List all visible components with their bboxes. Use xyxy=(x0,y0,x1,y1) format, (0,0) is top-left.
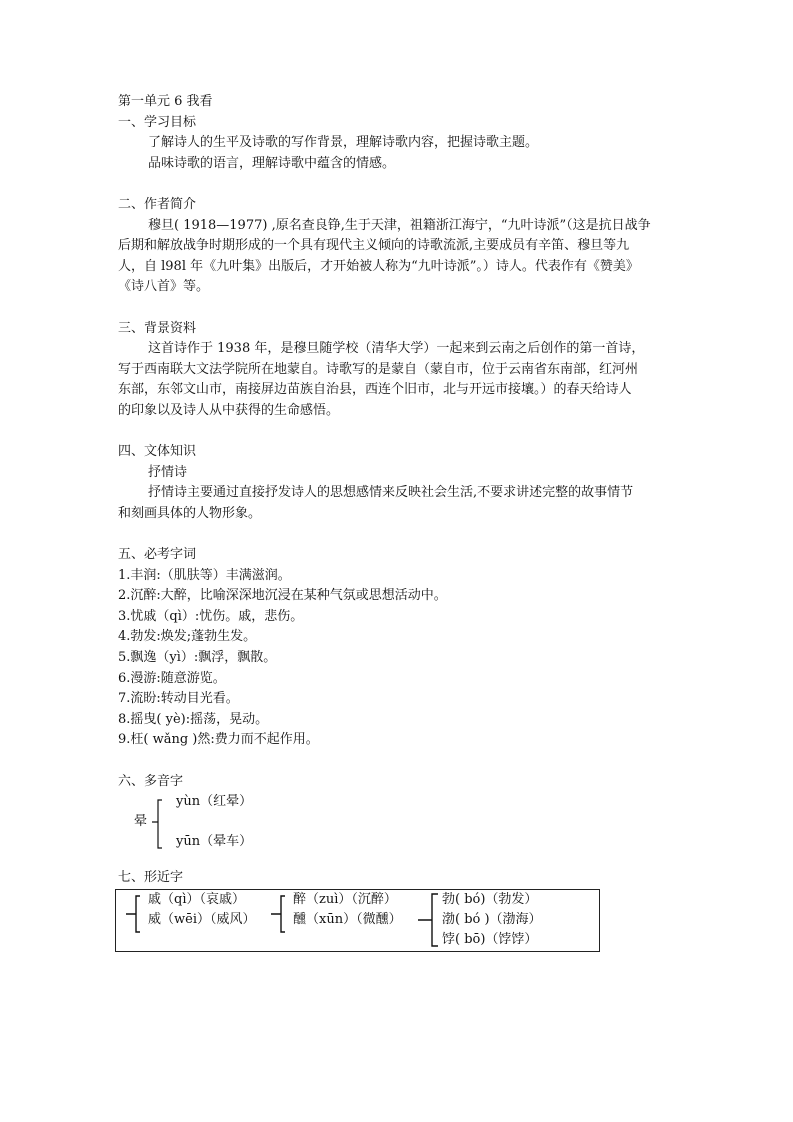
genre-para-line: 和刻画具体的人物形象。 xyxy=(118,505,262,521)
author-para-line: 人，自 l98l 年《九叶集》出版后，才开始被人称为“九叶诗派”。）诗人。代表作有《赞美》 xyxy=(118,258,639,274)
char-group-1 xyxy=(124,890,284,950)
char-group-3 xyxy=(416,890,596,952)
genre-name: 抒情诗 xyxy=(148,464,188,480)
reading-2: yūn（晕车） xyxy=(176,834,253,850)
vocab-item: 6.漫游:随意游览。 xyxy=(118,670,226,686)
objective-line: 了解诗人的生平及诗歌的写作背景，理解诗歌内容，把握诗歌主题。 xyxy=(148,135,539,151)
similar-char: 饽( bō)（饽饽） xyxy=(442,931,538,947)
vocab-item: 8.摇曳( yè):摇荡，晃动。 xyxy=(118,711,269,727)
background-para-line: 这首诗作于 1938 年，是穆旦随学校（清华大学）一起来到云南之后创作的第一首诗， xyxy=(148,341,645,357)
similar-char: 戚（qì）（哀戚） xyxy=(148,891,245,907)
vocab-item: 3.忧戚（qì）:忧伤。戚，悲伤。 xyxy=(118,608,304,624)
genre-para-line: 抒情诗主要通过直接抒发诗人的思想感情来反映社会生活,不要求讲述完整的故事情节 xyxy=(148,485,634,501)
similar-char: 渤( bó )（渤海） xyxy=(442,911,542,927)
section-1-heading: 一、学习目标 xyxy=(118,114,197,130)
section-7-heading: 七、形近字 xyxy=(118,870,184,886)
page-title: 第一单元 6 我看 xyxy=(118,94,213,109)
section-2-heading: 二、作者简介 xyxy=(118,196,197,212)
similar-char: 醉（zuì）（沉醉） xyxy=(293,891,397,907)
char-group-2 xyxy=(269,890,429,950)
similar-char: 威（wēi）（威风） xyxy=(148,911,256,927)
bracket-icon xyxy=(416,892,442,950)
vocab-item: 5.飘逸（yì）:飘浮，飘散。 xyxy=(118,650,277,666)
reading-1: yùn（红晕） xyxy=(176,794,253,810)
background-para-line: 的印象以及诗人从中获得的生命感悟。 xyxy=(118,402,340,418)
section-6-heading: 六、多音字 xyxy=(118,773,184,789)
vocab-item: 2.沉醉:大醉，比喻深深地沉浸在某种气氛或思想活动中。 xyxy=(118,588,447,604)
vocab-item: 7.流盼:转动目光看。 xyxy=(118,691,239,707)
author-para-line: 穆旦( 1918—1977) ,原名查良铮,生于天津，祖籍浙江海宁，“九叶诗派”（这是抗日战争 xyxy=(148,217,651,233)
author-para-line: 后期和解放战争时期形成的一个具有现代主义倾向的诗歌流派,主要成员有辛笛、穆旦等九 xyxy=(118,238,630,254)
similar-chars-box xyxy=(115,889,600,952)
background-para-line: 东部，东邻文山市，南接屏边苗族自治县，西连个旧市，北与开远市接壤。）的春天给诗人 xyxy=(118,382,632,398)
polyphone-diagram xyxy=(118,792,678,854)
similar-char: 醺（xūn）（微醺） xyxy=(293,911,402,927)
vocab-item: 1.丰润:（肌肤等）丰满滋润。 xyxy=(118,567,291,583)
bracket-icon xyxy=(150,798,172,850)
author-para-line: 《诗八首》等。 xyxy=(118,279,210,295)
section-4-heading: 四、文体知识 xyxy=(118,444,197,460)
bracket-icon xyxy=(269,894,289,938)
bracket-icon xyxy=(124,894,144,938)
document-body xyxy=(118,92,678,952)
vocab-item: 4.勃发:焕发;蓬勃生发。 xyxy=(118,629,257,645)
objective-line: 品味诗歌的语言，理解诗歌中蕴含的情感。 xyxy=(148,155,396,171)
similar-char: 勃( bó)（勃发） xyxy=(442,891,538,907)
polyphone-char: 晕 xyxy=(134,814,148,830)
section-5-heading: 五、必考字词 xyxy=(118,547,197,563)
vocab-item: 9.枉( wǎng )然:费力而不起作用。 xyxy=(118,732,319,748)
section-3-heading: 三、背景资料 xyxy=(118,320,197,336)
background-para-line: 写于西南联大文法学院所在地蒙自。诗歌写的是蒙自（蒙自市，位于云南省东南部，红河州 xyxy=(118,361,639,377)
